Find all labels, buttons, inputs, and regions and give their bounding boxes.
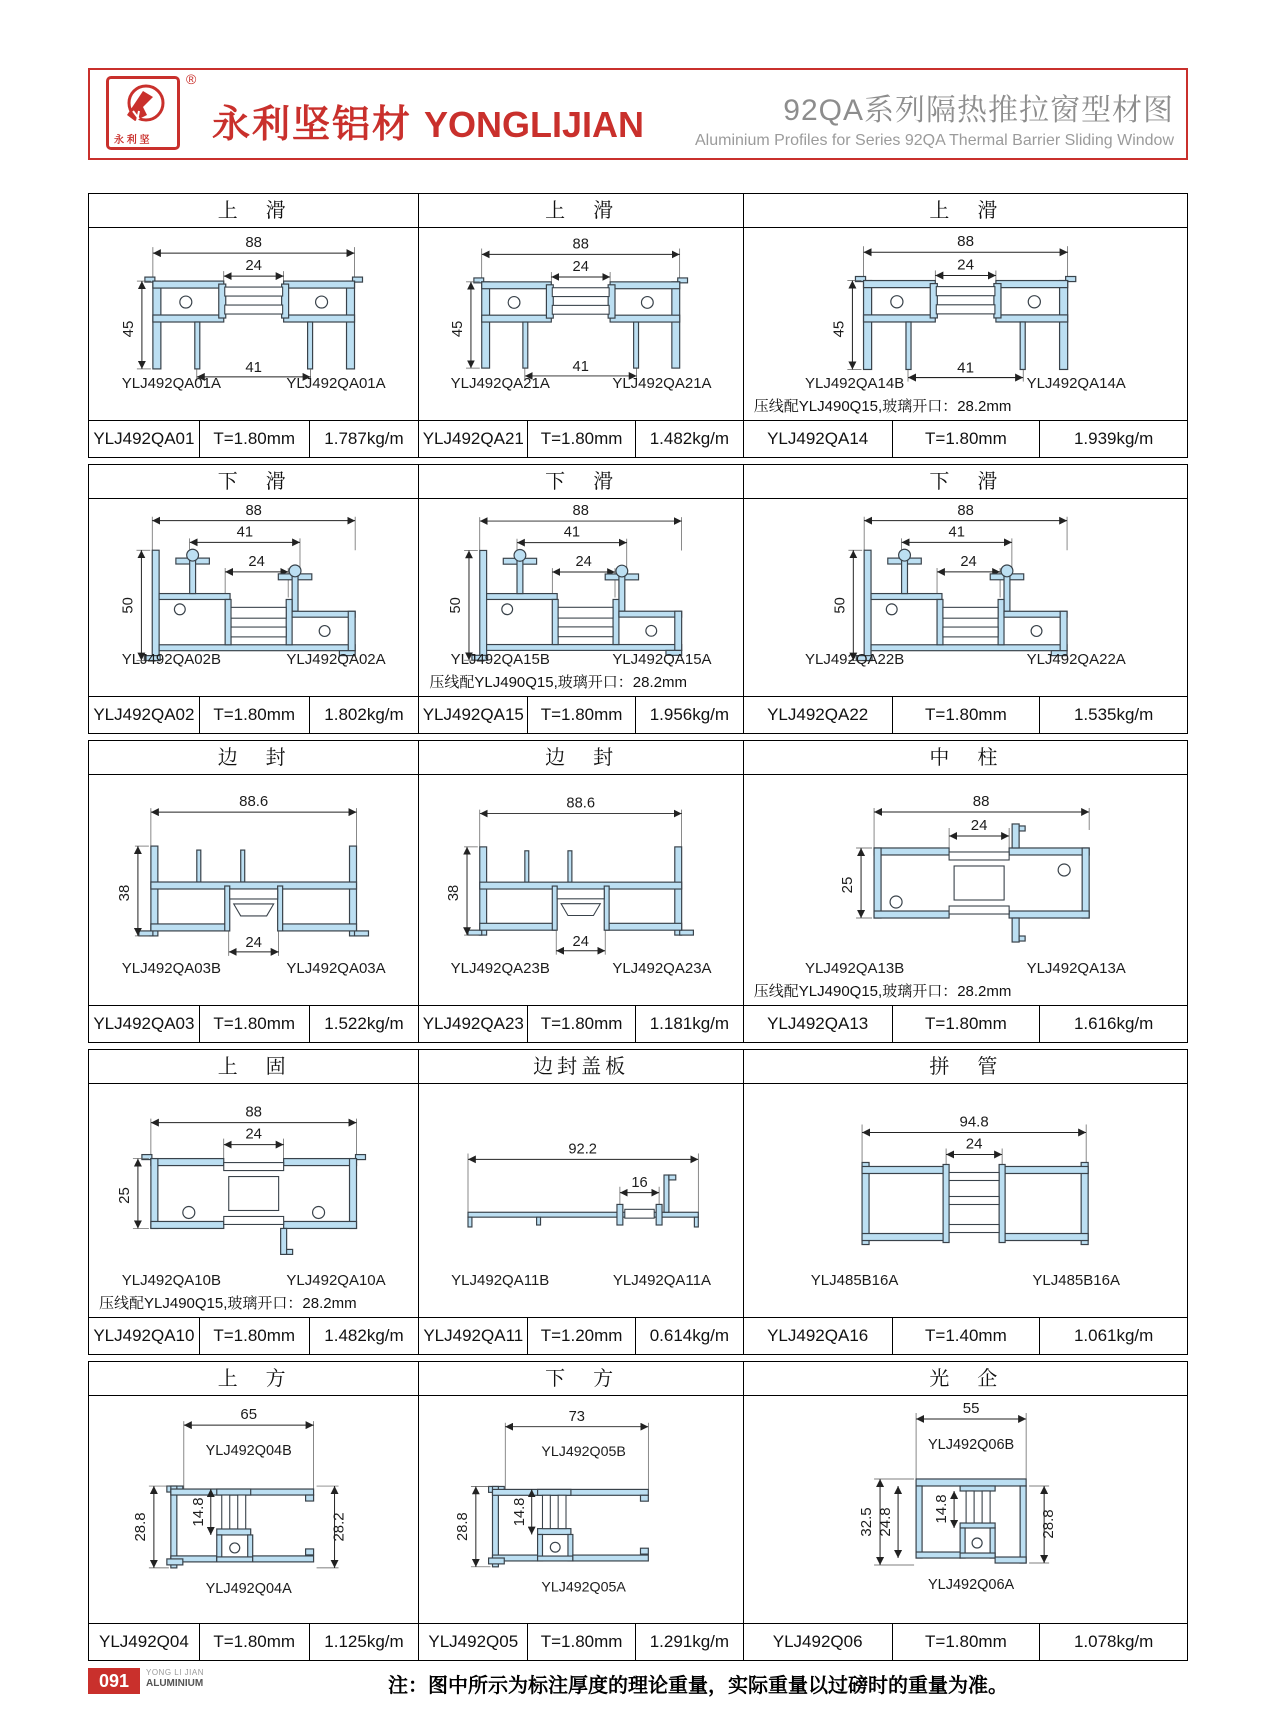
dim-label: 88 bbox=[572, 236, 590, 253]
spec-weight: 1.061kg/m bbox=[1039, 1318, 1187, 1354]
spec-thickness: T=1.40mm bbox=[892, 1318, 1040, 1354]
spec-strip bbox=[89, 1623, 418, 1660]
dim-label: 55 bbox=[962, 1399, 980, 1417]
profile-type-title: 下 滑 bbox=[744, 465, 1187, 499]
part-label: YLJ492Q04A bbox=[205, 1580, 292, 1597]
part-label: YLJ492Q05A bbox=[541, 1579, 627, 1596]
dim-label: 32.5 bbox=[857, 1507, 875, 1537]
spec-weight: 1.181kg/m bbox=[635, 1006, 743, 1042]
company-name-cn: 永利坚铝材 bbox=[212, 104, 413, 146]
yonglijian-logo-icon bbox=[106, 76, 180, 150]
part-labels bbox=[744, 960, 1187, 977]
dim-label: 14.8 bbox=[512, 1497, 529, 1527]
dim-label: 41 bbox=[564, 524, 581, 541]
part-labels bbox=[744, 375, 1187, 392]
spec-model: YLJ492QA16 bbox=[767, 1326, 869, 1345]
profile-type-title: 下 方 bbox=[419, 1362, 742, 1396]
profile-cell-qa13 bbox=[743, 741, 1187, 1042]
profile-row-4 bbox=[88, 1049, 1188, 1355]
spec-thickness: T=1.80mm bbox=[892, 1006, 1040, 1042]
dim-label: 50 bbox=[120, 597, 137, 614]
dim-label: 14.8 bbox=[932, 1494, 950, 1524]
profile-type-title: 边 封 bbox=[89, 741, 418, 775]
profile-cell-qa11 bbox=[418, 1050, 742, 1354]
spec-weight: 1.802kg/m bbox=[309, 697, 419, 733]
footer-brand-bottom: ALUMINIUM bbox=[146, 1677, 204, 1689]
spec-model: YLJ492Q05 bbox=[428, 1632, 519, 1651]
part-labels bbox=[419, 960, 742, 977]
part-label: YLJ492QA23A bbox=[612, 960, 712, 977]
spec-weight: 1.535kg/m bbox=[1039, 697, 1187, 733]
part-label: YLJ492QA02A bbox=[286, 651, 386, 668]
dim-label: 24.8 bbox=[876, 1507, 894, 1537]
dim-label: 41 bbox=[245, 358, 263, 376]
part-label: YLJ492Q06B bbox=[927, 1436, 1015, 1453]
dim-label: 24 bbox=[965, 1135, 983, 1153]
registered-trademark: ® bbox=[186, 71, 197, 87]
spec-thickness: T=1.80mm bbox=[527, 1624, 635, 1660]
spec-model: YLJ492QA21 bbox=[422, 429, 524, 448]
part-label: YLJ492Q04B bbox=[205, 1443, 292, 1460]
part-label: YLJ492QA13B bbox=[804, 960, 905, 977]
profile-cell-qa10 bbox=[89, 1050, 418, 1354]
profile-cell-qa16 bbox=[743, 1050, 1187, 1354]
profile-drawing-area bbox=[419, 1396, 742, 1623]
glazing-note: 压线配YLJ490Q15,玻璃开口：28.2mm bbox=[429, 674, 687, 691]
spec-strip bbox=[89, 1005, 418, 1042]
dim-label: 88 bbox=[245, 1103, 263, 1121]
spec-weight: 1.787kg/m bbox=[309, 421, 419, 457]
spec-weight: 1.291kg/m bbox=[635, 1624, 743, 1660]
profile-drawing-area bbox=[744, 1396, 1187, 1623]
spec-thickness: T=1.80mm bbox=[527, 421, 635, 457]
profile-row-2 bbox=[88, 464, 1188, 734]
spec-weight: 1.125kg/m bbox=[309, 1624, 419, 1660]
dim-label: 24 bbox=[245, 1125, 263, 1143]
part-labels bbox=[419, 1272, 742, 1289]
dim-label: 24 bbox=[960, 553, 977, 570]
profile-cell-q04 bbox=[89, 1362, 418, 1660]
part-label: YLJ492QA01A bbox=[286, 375, 386, 392]
profile-type-title: 上 滑 bbox=[744, 194, 1187, 228]
spec-strip bbox=[744, 696, 1187, 733]
part-labels bbox=[89, 375, 418, 392]
spec-model: YLJ492QA03 bbox=[93, 1014, 195, 1033]
part-label: YLJ492QA15A bbox=[612, 651, 712, 668]
part-label: YLJ492QA11A bbox=[612, 1272, 711, 1289]
dim-label: 24 bbox=[575, 554, 593, 571]
profile-cell-qa14 bbox=[743, 194, 1187, 457]
spec-thickness: T=1.20mm bbox=[527, 1318, 635, 1354]
profile-drawing-area bbox=[419, 775, 742, 1005]
profile-drawing-area bbox=[419, 228, 742, 420]
spec-thickness: T=1.80mm bbox=[527, 1006, 635, 1042]
profile-drawing-area bbox=[89, 499, 418, 696]
spec-thickness: T=1.80mm bbox=[199, 1006, 309, 1042]
part-label: YLJ492QA14A bbox=[1026, 375, 1126, 392]
dim-label: 94.8 bbox=[959, 1113, 989, 1131]
dim-label: 41 bbox=[956, 359, 974, 377]
dim-label: 50 bbox=[832, 597, 849, 614]
profile-type-title: 边封盖板 bbox=[419, 1050, 742, 1084]
dim-label: 88 bbox=[957, 502, 974, 519]
dim-label: 45 bbox=[450, 320, 467, 338]
spec-model: YLJ492QA10 bbox=[93, 1326, 195, 1345]
spec-strip bbox=[419, 696, 742, 733]
part-labels bbox=[89, 651, 418, 668]
part-label: YLJ492Q05B bbox=[541, 1444, 627, 1461]
dim-label: 45 bbox=[830, 320, 848, 338]
company-name-en: YONGLIJIAN bbox=[424, 104, 645, 145]
profile-drawing-area bbox=[744, 499, 1187, 696]
dim-label: 28.8 bbox=[1039, 1509, 1057, 1539]
dim-label: 45 bbox=[119, 320, 137, 338]
dim-label: 14.8 bbox=[189, 1497, 207, 1527]
dim-label: 73 bbox=[569, 1408, 586, 1425]
part-labels bbox=[89, 1272, 418, 1289]
profile-row-3 bbox=[88, 740, 1188, 1043]
profile-cell-qa15 bbox=[418, 465, 742, 733]
spec-strip bbox=[89, 1317, 418, 1354]
footer-brand-top: YONG LI JIAN bbox=[146, 1668, 205, 1677]
spec-thickness: T=1.80mm bbox=[199, 1624, 309, 1660]
spec-model: YLJ492QA22 bbox=[767, 705, 869, 724]
dim-label: 88 bbox=[245, 502, 262, 519]
glazing-note: 压线配YLJ490Q15,玻璃开口：28.2mm bbox=[99, 1295, 357, 1312]
profile-drawing-area bbox=[419, 1084, 742, 1317]
spec-weight: 1.482kg/m bbox=[309, 1318, 419, 1354]
spec-strip bbox=[744, 1623, 1187, 1660]
logo-characters: 永 利 坚 bbox=[114, 135, 150, 146]
profile-section-drawing bbox=[89, 1396, 418, 1623]
profile-drawing-area bbox=[419, 499, 742, 696]
part-label: YLJ492QA10A bbox=[286, 1272, 386, 1289]
part-label: YLJ492QA11B bbox=[451, 1272, 550, 1289]
dim-label: 38 bbox=[115, 884, 133, 902]
spec-model: YLJ492Q04 bbox=[99, 1632, 189, 1651]
part-label: YLJ492QA10B bbox=[121, 1272, 221, 1289]
dim-label: 24 bbox=[572, 259, 590, 276]
spec-strip bbox=[419, 420, 742, 457]
spec-strip bbox=[89, 696, 418, 733]
profile-drawing-area bbox=[744, 1084, 1187, 1317]
profile-drawing-area bbox=[89, 775, 418, 1005]
spec-thickness: T=1.80mm bbox=[199, 421, 309, 457]
profile-drawing-area bbox=[744, 775, 1187, 1005]
spec-thickness: T=1.80mm bbox=[527, 697, 635, 733]
series-title-cn: 92QA系列隔热推拉窗型材图 bbox=[783, 94, 1174, 127]
dim-label: 24 bbox=[572, 933, 590, 950]
spec-thickness: T=1.80mm bbox=[892, 697, 1040, 733]
dim-label: 24 bbox=[248, 553, 265, 570]
part-label: YLJ492QA03A bbox=[286, 960, 386, 977]
profile-type-title: 下 滑 bbox=[419, 465, 742, 499]
profile-drawing-area bbox=[744, 228, 1187, 420]
part-label: YLJ492QA14B bbox=[804, 375, 905, 392]
spec-model: YLJ492QA23 bbox=[422, 1014, 524, 1033]
dim-label: 88.6 bbox=[566, 795, 596, 812]
dim-label: 16 bbox=[631, 1174, 649, 1191]
spec-model: YLJ492QA14 bbox=[767, 429, 869, 448]
part-label: YLJ492QA02B bbox=[121, 651, 221, 668]
spec-strip bbox=[744, 1317, 1187, 1354]
profile-drawing-area bbox=[89, 228, 418, 420]
part-labels bbox=[744, 651, 1187, 668]
dim-label: 25 bbox=[838, 876, 856, 894]
footer-note: 注：图中所示为标注厚度的理论重量，实际重量以过磅时的重量为准。 bbox=[388, 1675, 1008, 1697]
spec-thickness: T=1.80mm bbox=[199, 697, 309, 733]
spec-model: YLJ492QA11 bbox=[423, 1326, 524, 1345]
profile-type-title: 光 企 bbox=[744, 1362, 1187, 1396]
profile-drawing-area bbox=[89, 1084, 418, 1317]
profile-grid bbox=[88, 193, 1188, 1661]
dim-label: 24 bbox=[245, 257, 263, 275]
spec-strip bbox=[419, 1317, 742, 1354]
spec-thickness: T=1.80mm bbox=[892, 1624, 1040, 1660]
spec-strip bbox=[419, 1005, 742, 1042]
profile-cell-q05 bbox=[418, 1362, 742, 1660]
spec-thickness: T=1.80mm bbox=[892, 421, 1040, 457]
dim-label: 88 bbox=[245, 234, 263, 252]
spec-strip bbox=[744, 420, 1187, 457]
profile-type-title: 边 封 bbox=[419, 741, 742, 775]
part-label: YLJ492QA03B bbox=[121, 960, 221, 977]
document-titles bbox=[695, 85, 1174, 150]
logo-swirl-icon bbox=[113, 81, 175, 129]
part-labels bbox=[419, 651, 742, 668]
spec-model: YLJ492Q06 bbox=[772, 1632, 863, 1651]
spec-strip bbox=[89, 420, 418, 457]
glazing-note: 压线配YLJ490Q15,玻璃开口：28.2mm bbox=[753, 398, 1012, 415]
profile-type-title: 中 柱 bbox=[744, 741, 1187, 775]
dim-label: 88.6 bbox=[239, 793, 269, 811]
spec-model: YLJ492QA15 bbox=[422, 705, 524, 724]
series-title-en: Aluminium Profiles for Series 92QA Thermal Barrier Sliding Window bbox=[695, 132, 1174, 149]
spec-weight: 1.956kg/m bbox=[635, 697, 743, 733]
profile-cell-qa01 bbox=[89, 194, 418, 457]
spec-model: YLJ492QA13 bbox=[767, 1014, 869, 1033]
dim-label: 41 bbox=[236, 524, 254, 541]
part-label: YLJ485B16A bbox=[810, 1272, 899, 1289]
spec-weight: 1.939kg/m bbox=[1039, 421, 1187, 457]
dim-label: 24 bbox=[956, 256, 974, 274]
profile-cell-qa02 bbox=[89, 465, 418, 733]
spec-weight: 1.078kg/m bbox=[1039, 1624, 1187, 1660]
page-header bbox=[88, 68, 1188, 160]
part-labels bbox=[419, 375, 742, 392]
profile-type-title: 拼 管 bbox=[744, 1050, 1187, 1084]
part-label: YLJ492QA22B bbox=[804, 651, 905, 668]
profile-cell-q06 bbox=[743, 1362, 1187, 1660]
glazing-note: 压线配YLJ490Q15,玻璃开口：28.2mm bbox=[753, 983, 1012, 1000]
profile-cell-qa23 bbox=[418, 741, 742, 1042]
dim-label: 24 bbox=[970, 816, 988, 834]
profile-section-drawing bbox=[744, 1396, 1187, 1623]
part-label: YLJ492QA21A bbox=[612, 375, 712, 392]
part-label: YLJ492QA22A bbox=[1026, 651, 1126, 668]
part-label: YLJ492QA01A bbox=[121, 375, 221, 392]
dim-label: 88 bbox=[572, 503, 590, 520]
dim-label: 38 bbox=[446, 884, 463, 902]
part-label: YLJ492QA13A bbox=[1026, 960, 1126, 977]
footer-brand bbox=[146, 1669, 204, 1689]
profile-cell-qa21 bbox=[418, 194, 742, 457]
dim-label: 92.2 bbox=[568, 1141, 598, 1158]
company-name bbox=[212, 93, 644, 148]
page-number-badge: 091 bbox=[88, 1668, 140, 1694]
dim-label: 50 bbox=[448, 597, 465, 614]
dim-label: 28.8 bbox=[455, 1512, 472, 1541]
spec-thickness: T=1.80mm bbox=[199, 1318, 309, 1354]
dim-label: 28.2 bbox=[330, 1512, 348, 1542]
dim-label: 25 bbox=[115, 1187, 133, 1204]
spec-weight: 1.522kg/m bbox=[309, 1006, 419, 1042]
profile-type-title: 上 滑 bbox=[89, 194, 418, 228]
profile-drawing-area bbox=[89, 1396, 418, 1623]
part-label: YLJ492Q06A bbox=[927, 1577, 1015, 1594]
dim-label: 24 bbox=[245, 933, 263, 951]
spec-weight: 0.614kg/m bbox=[635, 1318, 743, 1354]
dim-label: 88 bbox=[956, 233, 974, 251]
part-labels bbox=[89, 960, 418, 977]
profile-type-title: 上 方 bbox=[89, 1362, 418, 1396]
profile-cell-qa03 bbox=[89, 741, 418, 1042]
spec-strip bbox=[744, 1005, 1187, 1042]
profile-row-5 bbox=[88, 1361, 1188, 1661]
page-footer bbox=[88, 1668, 1188, 1702]
profile-row-1 bbox=[88, 193, 1188, 458]
profile-type-title: 上 固 bbox=[89, 1050, 418, 1084]
profile-type-title: 上 滑 bbox=[419, 194, 742, 228]
spec-weight: 1.616kg/m bbox=[1039, 1006, 1187, 1042]
dim-label: 41 bbox=[572, 359, 590, 376]
spec-weight: 1.482kg/m bbox=[635, 421, 743, 457]
dim-label: 88 bbox=[972, 792, 990, 810]
spec-model: YLJ492QA01 bbox=[93, 429, 195, 448]
dim-label: 65 bbox=[240, 1406, 258, 1424]
profile-cell-qa22 bbox=[743, 465, 1187, 733]
profile-type-title: 下 滑 bbox=[89, 465, 418, 499]
spec-strip bbox=[419, 1623, 742, 1660]
part-label: YLJ492QA21A bbox=[450, 375, 550, 392]
dim-label: 41 bbox=[948, 524, 965, 541]
part-label: YLJ485B16A bbox=[1032, 1272, 1120, 1289]
dim-label: 28.8 bbox=[131, 1512, 149, 1542]
part-labels bbox=[744, 1272, 1187, 1289]
profile-section-drawing bbox=[419, 1396, 742, 1623]
part-label: YLJ492QA23B bbox=[450, 960, 550, 977]
spec-model: YLJ492QA02 bbox=[93, 705, 195, 724]
part-label: YLJ492QA15B bbox=[450, 651, 550, 668]
